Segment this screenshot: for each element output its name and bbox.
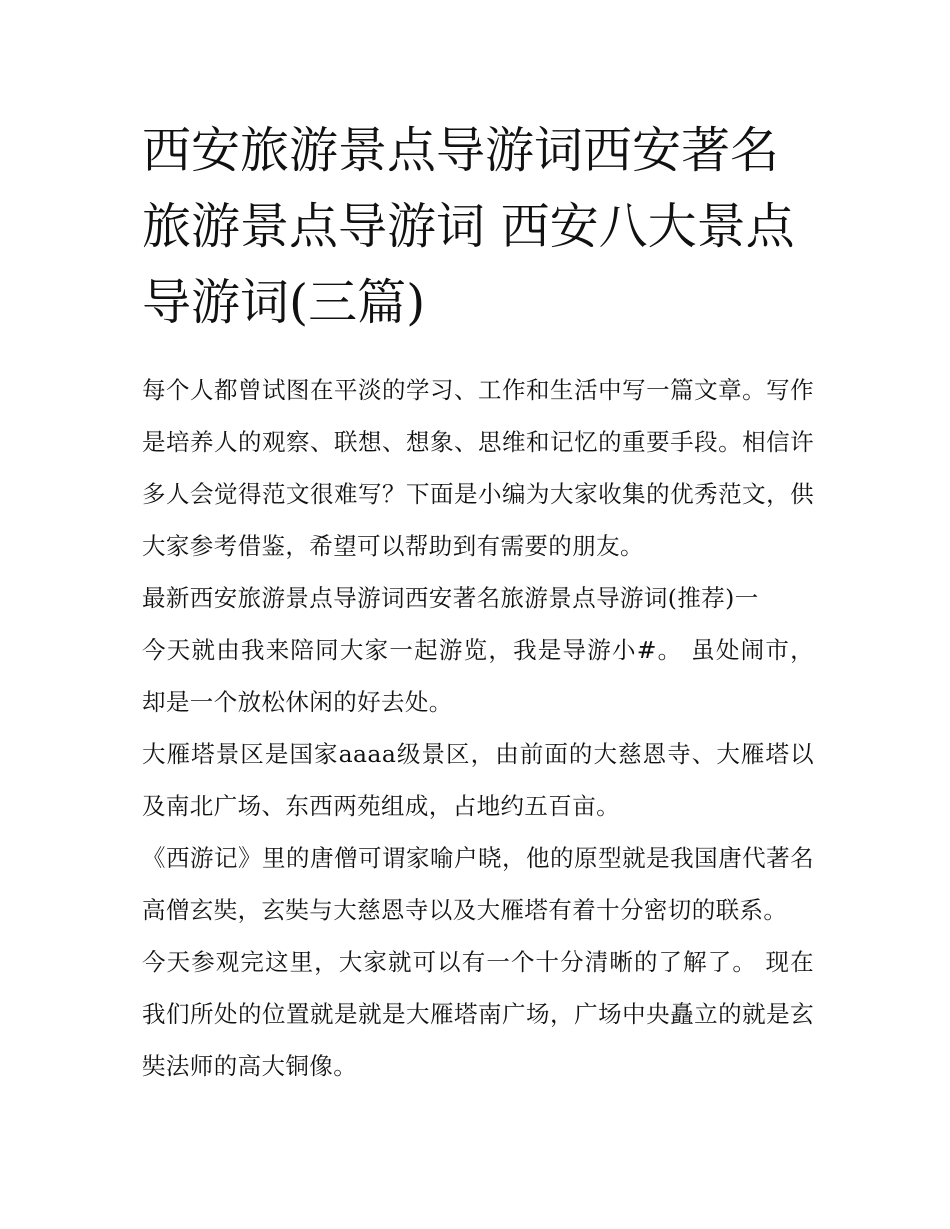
document-title: 西安旅游景点导游词西安著名旅游景点导游词 西安八大景点导游词(三篇): [142, 122, 795, 331]
body-paragraph: 大雁塔景区是国家aaaa级景区，由前面的大慈恩寺、大雁塔以及南北广场、东西两苑组成，占地约五百亩。: [142, 740, 814, 820]
body-paragraph: 今天参观完这里，大家就可以有一个十分清晰的了解了。 现在我们所处的位置就是就是大雁塔南广场，广场中央矗立的就是玄奘法师的高大铜像。: [142, 948, 814, 1080]
section-heading: 最新西安旅游景点导游词西安著名旅游景点导游词(推荐)一: [142, 584, 759, 612]
intro-paragraph: 每个人都曾试图在平淡的学习、工作和生活中写一篇文章。写作是培养人的观察、联想、想象、思维和记忆的重要手段。相信许多人会觉得范文很难写？下面是小编为大家收集的优秀范文，供大家参考借鉴，希望可以帮助到有需要的朋友。: [142, 376, 814, 560]
body-paragraph: 今天就由我来陪同大家一起游览，我是导游小#。 虽处闹市，却是一个放松休闲的好去处。: [142, 636, 814, 716]
document-content: [142, 113, 814, 1092]
body-paragraph: 《西游记》里的唐僧可谓家喻户晓，他的原型就是我国唐代著名高僧玄奘，玄奘与大慈恩寺以及大雁塔有着十分密切的联系。: [142, 844, 814, 924]
document-body: [142, 364, 814, 1092]
